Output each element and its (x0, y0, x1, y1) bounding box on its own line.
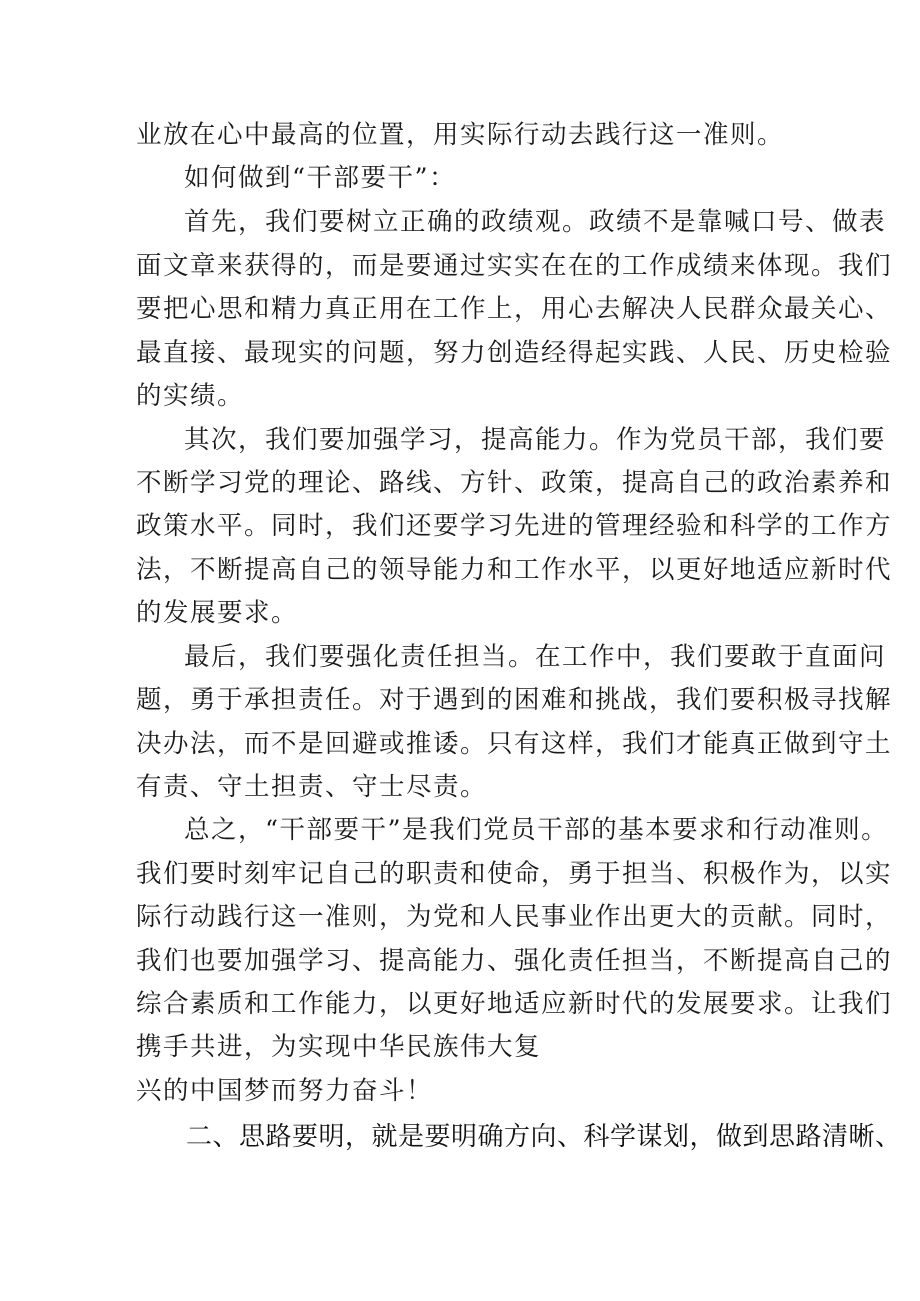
paragraph-line: 政策水平。同时，我们还要学习先进的管理经验和科学的工作方 (136, 511, 893, 541)
paragraph-line: 我们要时刻牢记自己的职责和使命，勇于担当、积极作为，以实 (136, 859, 893, 889)
paragraph-line: 面文章来获得的，而是要通过实实在在的工作成绩来体现。我们 (136, 251, 893, 281)
paragraph-line: 其次，我们要加强学习，提高能力。作为党员干部，我们要 (184, 425, 887, 455)
paragraph-line: 综合素质和工作能力，以更好地适应新时代的发展要求。让我们 (136, 989, 893, 1019)
paragraph-line: 法，不断提高自己的领导能力和工作水平，以更好地适应新时代 (136, 555, 893, 585)
paragraph-line: 要把心思和精力真正用在工作上，用心去解决人民群众最关心、 (136, 294, 893, 324)
paragraph-line: 的实绩。 (136, 381, 245, 411)
paragraph-line: 有责、守土担责、守士尽责。 (136, 772, 488, 802)
paragraph-line: 首先，我们要树立正确的政绩观。政绩不是靠喊口号、做表 (184, 207, 887, 237)
section-heading: 二、思路要明，就是要明确方向、科学谋划，做到思路清晰、 (186, 1122, 902, 1152)
paragraph-line: 携手共进，为实现中华民族伟大复 (136, 1032, 542, 1062)
paragraph-line: 际行动践行这一准则，为党和人民事业作出更大的贡献。同时， (136, 902, 893, 932)
paragraph-line: 如何做到“干部要干”： (184, 163, 457, 193)
paragraph-line: 总之，“干部要干”是我们党员干部的基本要求和行动准则。 (184, 815, 889, 845)
paragraph-line: 最后，我们要强化责任担当。在工作中，我们要敢于直面问 (184, 642, 887, 672)
paragraph-line: 决办法，而不是回避或推诿。只有这样，我们才能真正做到守土 (136, 729, 893, 759)
paragraph-line: 我们也要加强学习、提高能力、强化责任担当，不断提高自己的 (136, 946, 893, 976)
paragraph-line: 题，勇于承担责任。对于遇到的困难和挑战，我们要积极寻找解 (136, 685, 893, 715)
paragraph-line: 业放在心中最高的位置，用实际行动去践行这一准则。 (136, 120, 785, 150)
paragraph-line: 兴的中国梦而努力奋斗！ (136, 1076, 434, 1106)
paragraph-line: 最直接、最现实的问题，努力创造经得起实践、人民、历史检验 (136, 338, 893, 368)
paragraph-line: 的发展要求。 (136, 598, 299, 628)
paragraph-line: 不断学习党的理论、路线、方针、政策，提高自己的政治素养和 (136, 468, 893, 498)
